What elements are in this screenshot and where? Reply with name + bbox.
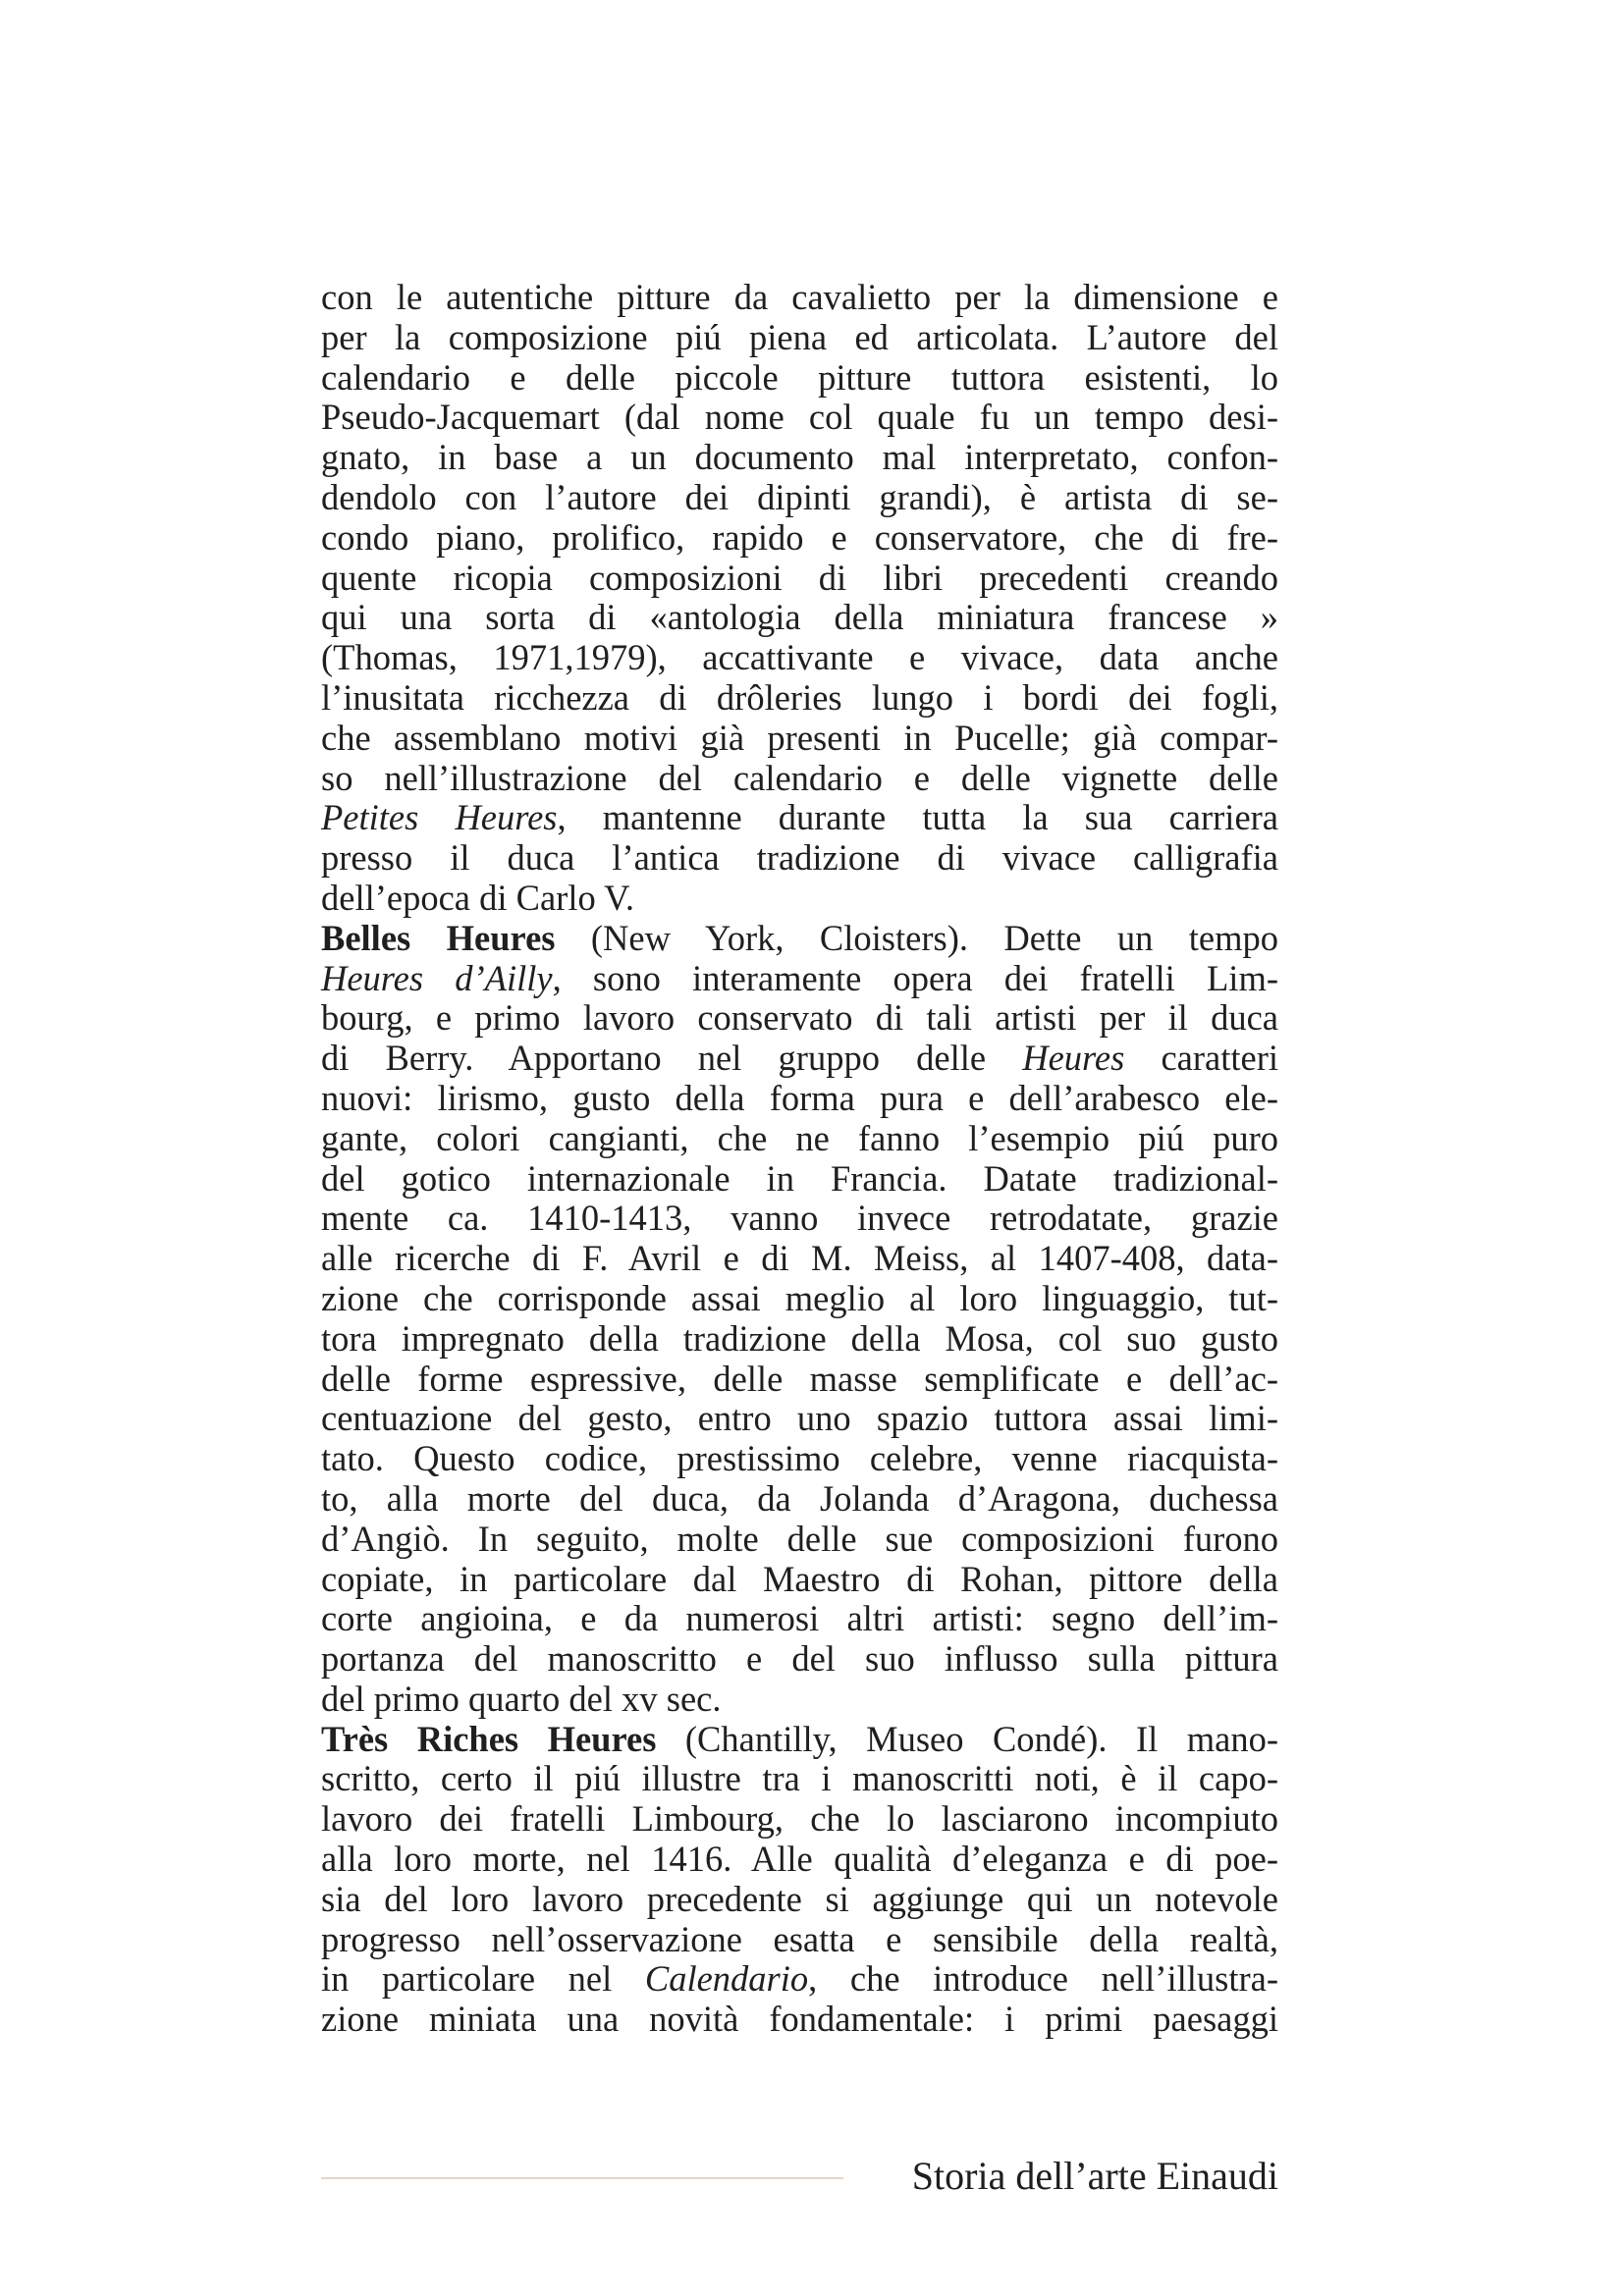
- text-line: gante, colori cangianti, che ne fanno l’esempio piú puro: [321, 1117, 1278, 1158]
- text-line: Pseudo-Jacquemart (dal nome col quale fu un tempo desi-: [321, 397, 1278, 438]
- text-line: zione miniata una novità fondamentale: i primi paesaggi: [321, 1999, 1278, 2040]
- text-line: con le autentiche pitture da cavalietto per la dimensione e: [321, 277, 1278, 317]
- text-line: Heures d’Ailly, sono interamente opera dei fratelli Lim-: [321, 957, 1278, 998]
- text-line: mente ca. 1410-1413, vanno invece retrodatate, grazie: [321, 1198, 1278, 1239]
- italic-title: Calendario: [644, 1958, 809, 2000]
- text-line: qui una sorta di «antologia della miniatura francese »: [321, 597, 1278, 638]
- text-line: zione che corrisponde assai meglio al loro linguaggio, tut-: [321, 1277, 1278, 1318]
- text-line: alla loro morte, nel 1416. Alle qualità d’eleganza e di poe-: [321, 1839, 1278, 1880]
- text-line: calendario e delle piccole pitture tuttora esistenti, lo: [321, 356, 1278, 398]
- text-line: l’inusitata ricchezza di drôleries lungo i bordi dei fogli,: [321, 676, 1278, 718]
- text-line: tato. Questo codice, prestissimo celebre, venne riacquista-: [321, 1438, 1278, 1479]
- text-line: portanza del manoscritto e del suo influsso sulla pittura: [321, 1638, 1278, 1680]
- text-line: del gotico internazionale in Francia. Datate tradizional-: [321, 1157, 1278, 1199]
- text-line: sia del loro lavoro precedente si aggiunge qui un notevole: [321, 1878, 1278, 1919]
- entry-tres-riches-heures: Très Riches Heures (Chantilly, Museo Condé). Il mano-: [321, 1718, 1278, 1759]
- text-line: nuovi: lirismo, gusto della forma pura e dell’arabesco ele-: [321, 1077, 1278, 1118]
- entry-heading: Belles Heures: [321, 917, 556, 958]
- text-line: so nell’illustrazione del calendario e delle vignette delle: [321, 757, 1278, 798]
- text-line: condo piano, prolifico, rapido e conservatore, che di fre-: [321, 516, 1278, 558]
- text-line: centuazione del gesto, entro uno spazio tuttora assai limi-: [321, 1398, 1278, 1439]
- text-line: copiate, in particolare dal Maestro di Rohan, pittore della: [321, 1558, 1278, 1599]
- text-line: presso il duca l’antica tradizione di vivace calligrafia: [321, 837, 1278, 879]
- text-line: che assemblano motivi già presenti in Pucelle; già compar-: [321, 717, 1278, 758]
- footer-title: Storia dell’arte Einaudi: [911, 2154, 1278, 2198]
- text-line: scritto, certo il piú illustre tra i manoscritti noti, è il capo-: [321, 1758, 1278, 1799]
- entry-heading: Très Riches Heures: [321, 1718, 657, 1759]
- text-line: dell’epoca di Carlo V.: [321, 877, 634, 918]
- text-line: di Berry. Apportano nel gruppo delle Heures caratteri: [321, 1038, 1278, 1079]
- text-line: in particolare nel Calendario, che introduce nell’illustra-: [321, 1958, 1278, 2000]
- text-line: delle forme espressive, delle masse semplificate e dell’ac-: [321, 1358, 1278, 1399]
- text-line: lavoro dei fratelli Limbourg, che lo lasciarono incompiuto: [321, 1798, 1278, 1840]
- text-line: (Thomas, 1971,1979), accattivante e vivace, data anche: [321, 637, 1278, 678]
- text-line: gnato, in base a un documento mal interpretato, confon-: [321, 437, 1278, 478]
- text-line: alle ricerche di F. Avril e di M. Meiss, al 1407-408, data-: [321, 1238, 1278, 1279]
- text-line: quente ricopia composizioni di libri precedenti creando: [321, 557, 1278, 598]
- text-line: del primo quarto del xv sec.: [321, 1678, 722, 1719]
- text-line: per la composizione piú piena ed articolata. L’autore del: [321, 316, 1278, 357]
- italic-title: Heures: [1022, 1038, 1125, 1079]
- text-line: tora impregnato della tradizione della Mosa, col suo gusto: [321, 1317, 1278, 1359]
- entry-belles-heures: Belles Heures (New York, Cloisters). Dette un tempo: [321, 917, 1278, 958]
- italic-title: Petites Heures: [321, 797, 558, 838]
- text-line: to, alla morte del duca, da Jolanda d’Aragona, duchessa: [321, 1477, 1278, 1519]
- text-line: d’Angiò. In seguito, molte delle sue composizioni furono: [321, 1518, 1278, 1559]
- page-body: [321, 278, 1278, 2040]
- text-line: bourg, e primo lavoro conservato di tali artisti per il duca: [321, 997, 1278, 1039]
- text-line: corte angioina, e da numerosi altri artisti: segno dell’im-: [321, 1598, 1278, 1639]
- text-line: Petites Heures, mantenne durante tutta la sua carriera: [321, 797, 1278, 838]
- italic-title: Heures d’Ailly: [321, 957, 553, 998]
- footer-divider: [321, 2177, 843, 2179]
- text-line: dendolo con l’autore dei dipinti grandi), è artista di se-: [321, 476, 1278, 517]
- text-line: progresso nell’osservazione esatta e sensibile della realtà,: [321, 1918, 1278, 1959]
